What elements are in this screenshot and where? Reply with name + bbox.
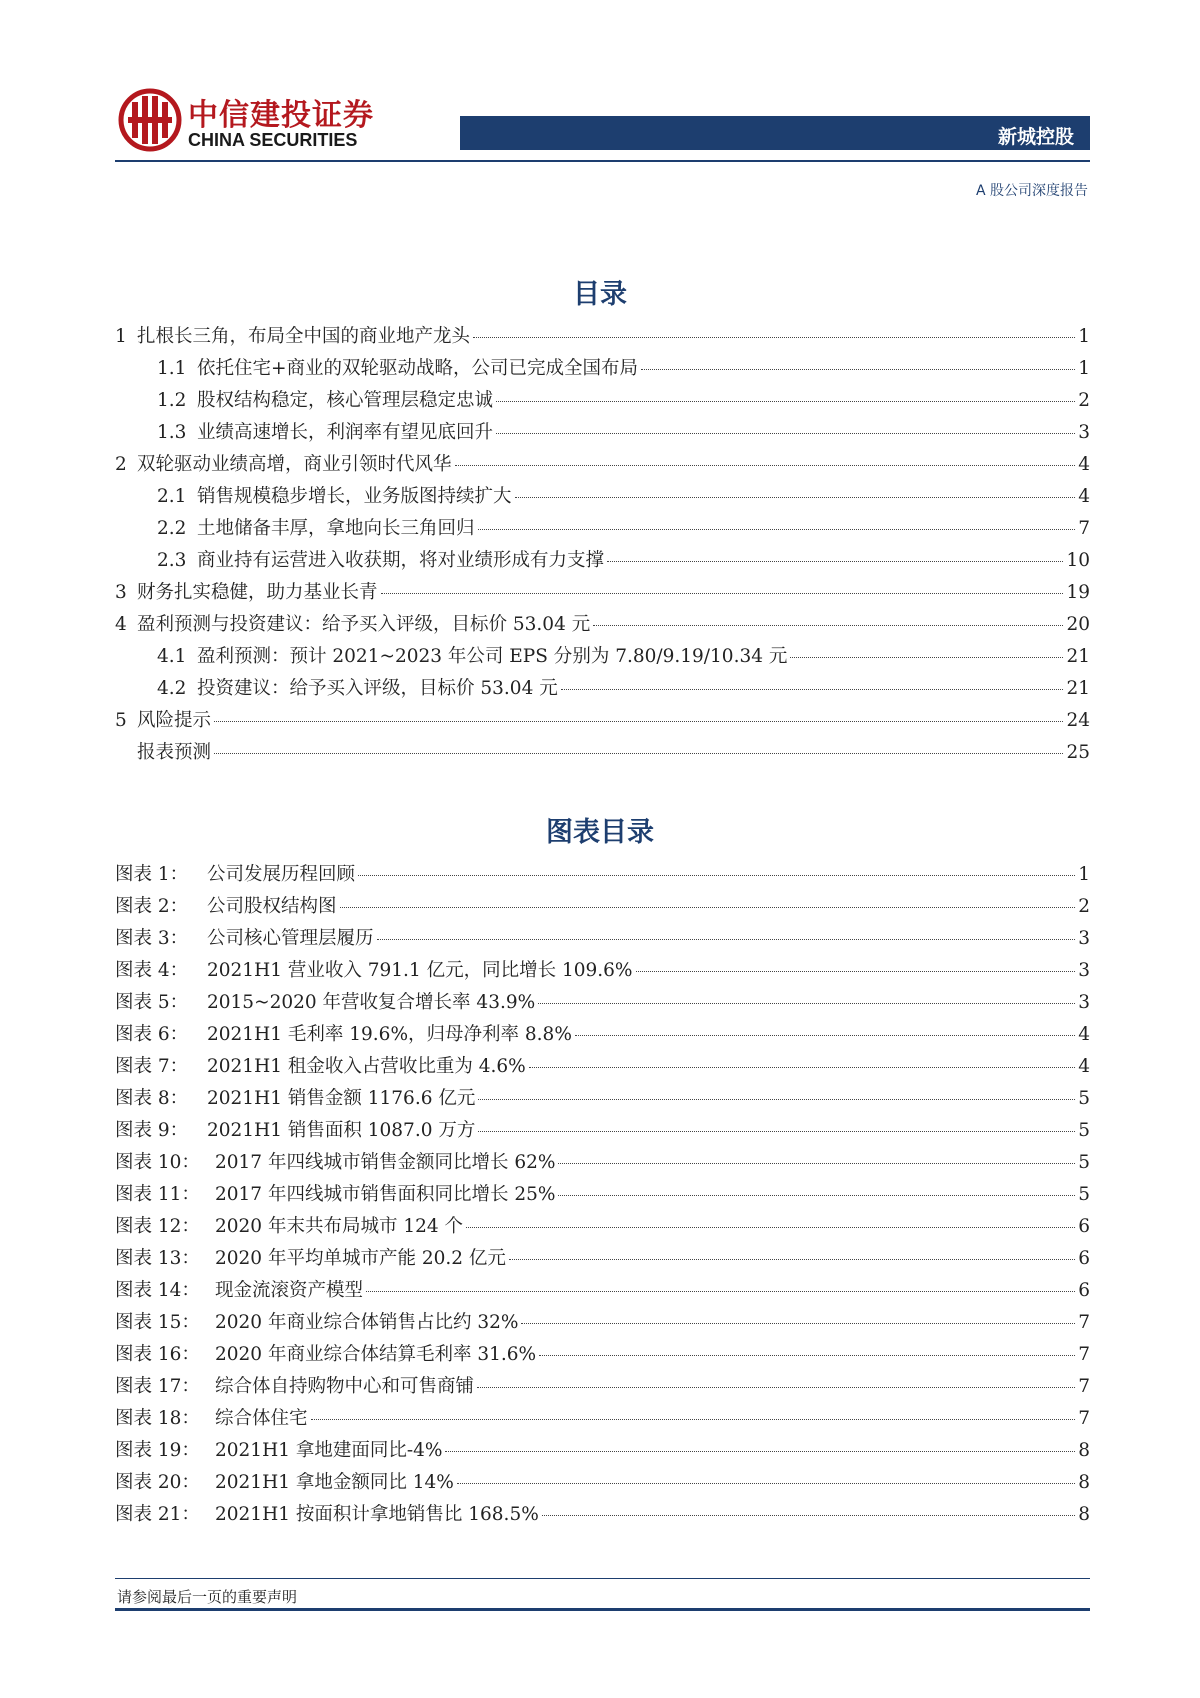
figure-index-title: 图表目录 [546,817,654,848]
figure-page-number: 6 [1078,1280,1090,1301]
figure-entry[interactable] [115,956,1090,988]
toc-page-number: 24 [1066,710,1090,731]
toc-text: 报表预测 [137,742,212,763]
figure-dot-leader [466,1227,1075,1228]
toc-dot-leader [473,337,1075,338]
figure-dot-leader [478,1131,1075,1132]
toc-entry[interactable] [115,706,1090,738]
figure-page-number: 5 [1078,1088,1090,1109]
figure-text: 2017 年四线城市销售金额同比增长 62% [215,1152,556,1173]
toc-title: 目录 [573,279,627,310]
toc-entry[interactable] [115,738,1090,770]
toc-text: 股权结构稳定，核心管理层稳定忠诚 [197,390,494,411]
figure-page-number: 4 [1078,1024,1090,1045]
figure-entry[interactable] [115,1020,1090,1052]
toc-page-number: 21 [1066,678,1090,699]
figure-entry[interactable] [115,1340,1090,1372]
figure-dot-leader [558,1195,1075,1196]
china-securities-logo-icon [118,88,182,152]
figure-page-number: 3 [1078,992,1090,1013]
toc-text: 盈利预测与投资建议：给予买入评级，目标价 53.04 元 [137,614,591,635]
toc-page-number: 10 [1066,550,1090,571]
figure-entry[interactable] [115,860,1090,892]
figure-number: 图表 8： [115,1088,189,1109]
toc-entry[interactable] [115,674,1090,706]
figure-entry[interactable] [115,1276,1090,1308]
figure-page-number: 5 [1078,1120,1090,1141]
figure-page-number: 4 [1078,1056,1090,1077]
figure-page-number: 3 [1078,960,1090,981]
figure-entry[interactable] [115,892,1090,924]
figure-page-number: 8 [1078,1440,1090,1461]
figure-number: 图表 2： [115,896,189,917]
toc-page-number: 3 [1078,422,1090,443]
toc-page-number: 4 [1078,486,1090,507]
toc-entry[interactable] [115,546,1090,578]
figure-page-number: 5 [1078,1184,1090,1205]
toc-list [115,322,1090,770]
toc-text: 扎根长三角，布局全中国的商业地产龙头 [137,326,471,347]
toc-text: 财务扎实稳健，助力基业长青 [137,582,378,603]
toc-text: 业绩高速增长，利润率有望见底回升 [197,422,494,443]
toc-dot-leader [641,369,1075,370]
toc-number: 1.2 [157,390,187,411]
figure-dot-leader [538,1003,1075,1004]
figure-index-list [115,860,1090,1532]
toc-text: 双轮驱动业绩高增，商业引领时代风华 [137,454,452,475]
figure-text: 现金流滚资产模型 [215,1280,364,1301]
figure-entry[interactable] [115,1468,1090,1500]
figure-dot-leader [542,1515,1075,1516]
toc-entry[interactable] [115,354,1090,386]
toc-text: 风险提示 [137,710,212,731]
figure-entry[interactable] [115,1244,1090,1276]
figure-entry[interactable] [115,1148,1090,1180]
toc-number: 1.1 [157,358,187,379]
figure-page-number: 7 [1078,1408,1090,1429]
logo-chinese-name: 中信建投证券 [188,98,374,133]
figure-number: 图表 11： [115,1184,200,1205]
figure-page-number: 1 [1078,864,1090,885]
toc-text: 土地储备丰厚，拿地向长三角回归 [197,518,475,539]
figure-number: 图表 13： [115,1248,200,1269]
toc-entry[interactable] [115,514,1090,546]
toc-dot-leader [214,753,1063,754]
toc-page-number: 2 [1078,390,1090,411]
figure-number: 图表 4： [115,960,189,981]
figure-number: 图表 17： [115,1376,200,1397]
figure-text: 2021H1 营业收入 791.1 亿元，同比增长 109.6% [207,960,633,981]
toc-entry[interactable] [115,482,1090,514]
toc-text: 销售规模稳步增长，业务版图持续扩大 [197,486,512,507]
toc-dot-leader [790,657,1063,658]
figure-number: 图表 5： [115,992,189,1013]
toc-dot-leader [561,689,1064,690]
toc-dot-leader [496,433,1075,434]
toc-page-number: 25 [1066,742,1090,763]
figure-number: 图表 6： [115,1024,189,1045]
figure-dot-leader [478,1099,1075,1100]
figure-dot-leader [445,1451,1075,1452]
company-name: 新城控股 [997,126,1074,148]
toc-number: 4 [115,614,127,635]
figure-dot-leader [521,1323,1075,1324]
figure-page-number: 2 [1078,896,1090,917]
figure-dot-leader [311,1419,1076,1420]
figure-number: 图表 3： [115,928,189,949]
figure-text: 2021H1 销售金额 1176.6 亿元 [207,1088,476,1109]
figure-dot-leader [457,1483,1075,1484]
figure-entry[interactable] [115,988,1090,1020]
figure-text: 2021H1 按面积计拿地销售比 168.5% [215,1504,539,1525]
toc-number: 5 [115,710,127,731]
figure-entry[interactable] [115,1404,1090,1436]
figure-dot-leader [636,971,1076,972]
toc-dot-leader [214,721,1063,722]
toc-entry[interactable] [115,450,1090,482]
figure-dot-leader [529,1067,1075,1068]
figure-page-number: 8 [1078,1504,1090,1525]
figure-number: 图表 20： [115,1472,200,1493]
figure-page-number: 8 [1078,1472,1090,1493]
toc-page-number: 19 [1066,582,1090,603]
figure-page-number: 3 [1078,928,1090,949]
toc-text: 投资建议：给予买入评级，目标价 53.04 元 [197,678,558,699]
toc-text: 盈利预测：预计 2021~2023 年公司 EPS 分别为 7.80/9.19/10.34 元 [197,646,788,667]
toc-number: 2.1 [157,486,187,507]
figure-number: 图表 15： [115,1312,200,1333]
figure-dot-leader [539,1355,1075,1356]
figure-number: 图表 18： [115,1408,200,1429]
toc-page-number: 4 [1078,454,1090,475]
figure-dot-leader [358,875,1075,876]
footer-disclaimer: 请参阅最后一页的重要声明 [117,1588,298,1606]
figure-text: 2020 年商业综合体销售占比约 32% [215,1312,519,1333]
figure-page-number: 6 [1078,1216,1090,1237]
figure-text: 2021H1 拿地建面同比-4% [215,1440,443,1461]
figure-dot-leader [575,1035,1075,1036]
toc-page-number: 1 [1078,326,1090,347]
figure-text: 2020 年平均单城市产能 20.2 亿元 [215,1248,506,1269]
header-divider [115,160,1090,162]
figure-text: 综合体住宅 [215,1408,308,1429]
toc-text: 商业持有运营进入收获期，将对业绩形成有力支撑 [197,550,605,571]
figure-text: 2021H1 毛利率 19.6%，归母净利率 8.8% [207,1024,572,1045]
toc-dot-leader [607,561,1063,562]
figure-number: 图表 1： [115,864,189,885]
figure-entry[interactable] [115,1084,1090,1116]
toc-text: 依托住宅+商业的双轮驱动战略，公司已完成全国布局 [197,358,639,379]
logo-english-name: CHINA SECURITIES [188,130,358,150]
figure-text: 2017 年四线城市销售面积同比增长 25% [215,1184,556,1205]
toc-dot-leader [515,497,1076,498]
figure-dot-leader [509,1259,1075,1260]
toc-dot-leader [455,465,1076,466]
figure-text: 公司股权结构图 [207,896,337,917]
figure-entry[interactable] [115,1052,1090,1084]
toc-number: 2.3 [157,550,187,571]
figure-page-number: 5 [1078,1152,1090,1173]
toc-page-number: 1 [1078,358,1090,379]
toc-page-number: 20 [1066,614,1090,635]
figure-text: 公司核心管理层履历 [207,928,374,949]
toc-number: 1.3 [157,422,187,443]
toc-number: 2 [115,454,127,475]
toc-entry[interactable] [115,610,1090,642]
toc-entry[interactable] [115,578,1090,610]
figure-dot-leader [340,907,1076,908]
footer-divider-bottom [115,1608,1090,1611]
toc-number: 4.1 [157,646,187,667]
toc-entry[interactable] [115,322,1090,354]
company-logo [118,88,378,158]
figure-entry[interactable] [115,1308,1090,1340]
figure-entry[interactable] [115,1436,1090,1468]
toc-entry[interactable] [115,418,1090,450]
toc-page-number: 21 [1066,646,1090,667]
figure-dot-leader [558,1163,1075,1164]
figure-page-number: 6 [1078,1248,1090,1269]
figure-dot-leader [366,1291,1075,1292]
figure-page-number: 7 [1078,1344,1090,1365]
company-banner [460,116,1090,150]
toc-page-number: 7 [1078,518,1090,539]
figure-text: 2020 年商业综合体结算毛利率 31.6% [215,1344,537,1365]
report-type: A 股公司深度报告 [975,183,1088,199]
figure-text: 公司发展历程回顾 [207,864,356,885]
figure-number: 图表 12： [115,1216,200,1237]
figure-number: 图表 14： [115,1280,200,1301]
figure-entry[interactable] [115,1372,1090,1404]
figure-entry[interactable] [115,924,1090,956]
toc-entry[interactable] [115,642,1090,674]
figure-number: 图表 7： [115,1056,189,1077]
figure-number: 图表 19： [115,1440,200,1461]
footer-divider-top [115,1578,1090,1579]
figure-text: 综合体自持购物中心和可售商铺 [215,1376,475,1397]
toc-number: 3 [115,582,127,603]
toc-number: 1 [115,326,127,347]
figure-page-number: 7 [1078,1312,1090,1333]
figure-dot-leader [477,1387,1075,1388]
toc-dot-leader [496,401,1075,402]
figure-number: 图表 21： [115,1504,200,1525]
figure-entry[interactable] [115,1500,1090,1532]
figure-text: 2020 年末共布局城市 124 个 [215,1216,464,1237]
toc-dot-leader [478,529,1076,530]
figure-number: 图表 9： [115,1120,189,1141]
toc-dot-leader [593,625,1063,626]
toc-number: 4.2 [157,678,187,699]
figure-entry[interactable] [115,1212,1090,1244]
figure-text: 2021H1 租金收入占营收比重为 4.6% [207,1056,526,1077]
figure-number: 图表 16： [115,1344,200,1365]
figure-text: 2021H1 销售面积 1087.0 万方 [207,1120,476,1141]
figure-number: 图表 10： [115,1152,200,1173]
toc-dot-leader [381,593,1064,594]
figure-page-number: 7 [1078,1376,1090,1397]
figure-dot-leader [377,939,1076,940]
figure-entry[interactable] [115,1180,1090,1212]
figure-text: 2021H1 拿地金额同比 14% [215,1472,454,1493]
figure-entry[interactable] [115,1116,1090,1148]
toc-entry[interactable] [115,386,1090,418]
figure-text: 2015~2020 年营收复合增长率 43.9% [207,992,536,1013]
toc-number: 2.2 [157,518,187,539]
